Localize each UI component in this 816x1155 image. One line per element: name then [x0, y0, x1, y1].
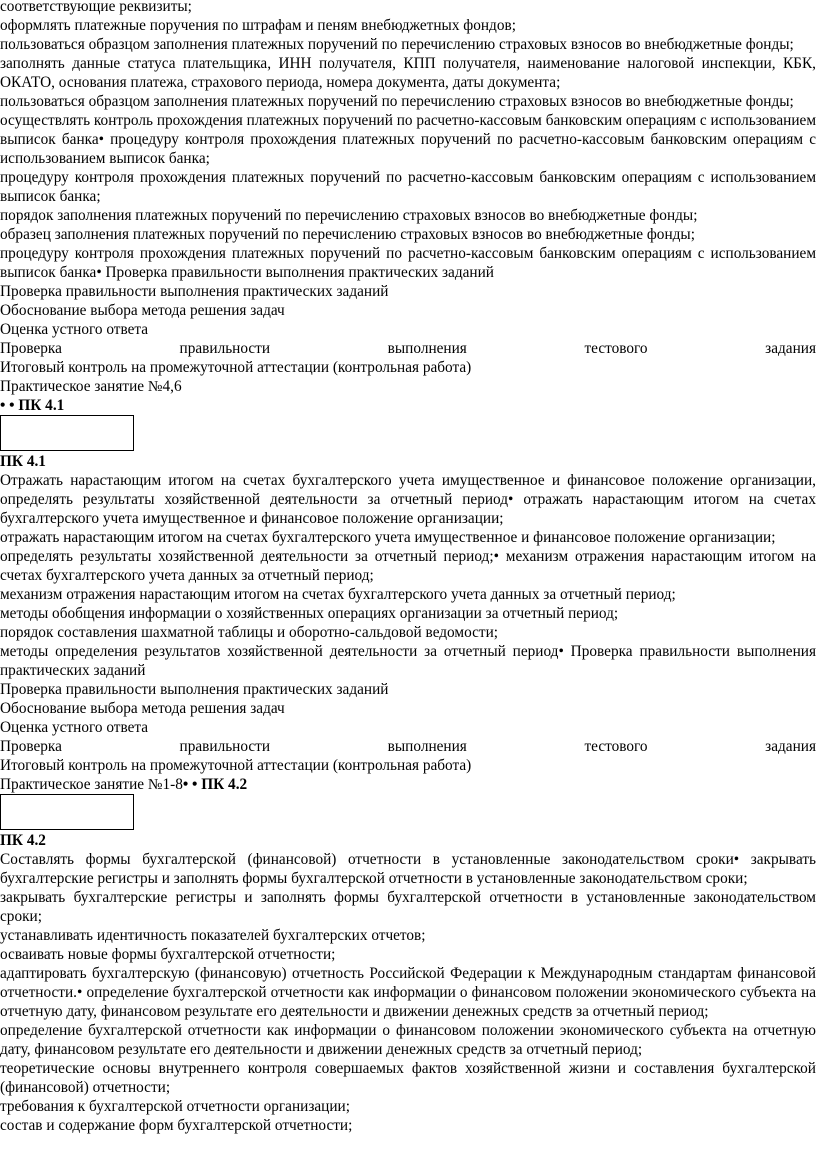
paragraph: Проверка правильности выполнения практических заданий — [0, 283, 389, 300]
paragraph: Практическое занятие №4,6 — [0, 378, 182, 395]
paragraph: Оценка устного ответа — [0, 321, 149, 338]
paragraph: пользоваться образцом заполнения платежных поручений по перечислению страховых взносов во внебюджетные фонды; — [0, 36, 794, 53]
paragraph: Проверка правильности выполнения практических заданий — [0, 681, 389, 698]
paragraph: порядок заполнения платежных поручений по перечислению страховых взносов во внебюджетные фонды; — [0, 207, 698, 224]
paragraph: заполнять данные статуса плательщика, ИНН получателя, КПП получателя, наименование налоговой инспекции, КБК, ОКАТО, основания платежа, страхового периода, номера документа, даты документа; — [0, 55, 816, 91]
paragraph: Обоснование выбора метода решения задач — [0, 302, 285, 319]
paragraph: осваивать новые формы бухгалтерской отчетности; — [0, 946, 336, 963]
paragraph: Итоговый контроль на промежуточной аттестации (контрольная работа) — [0, 757, 472, 774]
paragraph-text: Практическое занятие №1-8 — [0, 776, 183, 793]
paragraph: Проверка правильности выполнения тестового задания — [0, 738, 816, 755]
paragraph — [0, 775, 816, 794]
paragraph: механизм отражения нарастающим итогом на счетах бухгалтерского учета данных за отчетный период; — [0, 586, 676, 603]
paragraph: отражать нарастающим итогом на счетах бухгалтерского учета имущественное и финансовое положение организации; — [0, 529, 776, 546]
paragraph: требования к бухгалтерской отчетности организации; — [0, 1098, 350, 1115]
paragraph: процедуру контроля прохождения платежных поручений по расчетно-кассовым банковским операциям с использованием выписок банка• Проверка правильности выполнения практических заданий — [0, 245, 816, 281]
paragraph: Составлять формы бухгалтерской (финансовой) отчетности в установленные законодательством сроки• закрывать бухгалтерские регистры и заполнять формы бухгалтерской отчетности в установленные законодательством сроки; — [0, 851, 816, 887]
paragraph: соответствующие реквизиты; — [0, 0, 192, 15]
paragraph: состав и содержание форм бухгалтерской отчетности; — [0, 1117, 353, 1134]
paragraph: закрывать бухгалтерские регистры и заполнять формы бухгалтерской отчетности в установленные законодательством сроки; — [0, 889, 816, 925]
paragraph: Проверка правильности выполнения тестового задания — [0, 340, 816, 357]
paragraph: процедуру контроля прохождения платежных поручений по расчетно-кассовым банковским операциям с использованием выписок банка; — [0, 169, 816, 205]
paragraph: Обоснование выбора метода решения задач — [0, 700, 285, 717]
paragraph: методы определения результатов хозяйственной деятельности за отчетный период• Проверка правильности выполнения практических заданий — [0, 643, 816, 679]
paragraph: Отражать нарастающим итогом на счетах бухгалтерского учета имущественное и финансовое положение организации, определять результаты хозяйственной деятельности за отчетный период• отражать нарастающим итогом на счетах бухгалтерского учета имущественное и финансовое положение организации; — [0, 472, 816, 527]
paragraph: теоретические основы внутреннего контроля совершаемых фактов хозяйственной жизни и составления бухгалтерской (финансовой) отчетности; — [0, 1060, 816, 1096]
section-heading-inline: • • ПК 4.2 — [182, 776, 248, 793]
paragraph: порядок составления шахматной таблицы и оборотно-сальдовой ведомости; — [0, 624, 499, 641]
paragraph: пользоваться образцом заполнения платежных поручений по перечислению страховых взносов во внебюджетные фонды; — [0, 93, 794, 110]
paragraph: адаптировать бухгалтерскую (финансовую) отчетность Российской Федерации к Международным стандартам финансовой отчетности.• определение бухгалтерской отчетности как информации о финансовом положении экономического субъекта на отчетную дату, финансовом результате его деятельности и движении денежных средств за отчетный период; — [0, 965, 816, 1020]
section-heading: ПК 4.1 — [0, 453, 46, 470]
paragraph: осуществлять контроль прохождения платежных поручений по расчетно-кассовым банковским операциям с использованием выписок банка• процедуру контроля прохождения платежных поручений по расчетно-кассовым банковским операциям с использованием выписок банка; — [0, 112, 816, 167]
paragraph: образец заполнения платежных поручений по перечислению страховых взносов во внебюджетные фонды; — [0, 226, 695, 243]
paragraph: определять результаты хозяйственной деятельности за отчетный период;• механизм отражения нарастающим итогом на счетах бухгалтерского учета данных за отчетный период; — [0, 548, 816, 584]
empty-box — [0, 415, 134, 451]
paragraph: определение бухгалтерской отчетности как информации о финансовом положении экономического субъекта на отчетную дату, финансовом результате его деятельности и движении денежных средств за отчетный период; — [0, 1022, 816, 1058]
paragraph: устанавливать идентичность показателей бухгалтерских отчетов; — [0, 927, 426, 944]
paragraph: Итоговый контроль на промежуточной аттестации (контрольная работа) — [0, 359, 472, 376]
section-heading: ПК 4.2 — [0, 832, 46, 849]
empty-box — [0, 794, 134, 830]
paragraph: Оценка устного ответа — [0, 719, 149, 736]
paragraph: методы обобщения информации о хозяйственных операциях организации за отчетный период; — [0, 605, 619, 622]
paragraph: оформлять платежные поручения по штрафам и пеням внебюджетных фондов; — [0, 17, 516, 34]
section-heading: • • ПК 4.1 — [0, 397, 65, 414]
